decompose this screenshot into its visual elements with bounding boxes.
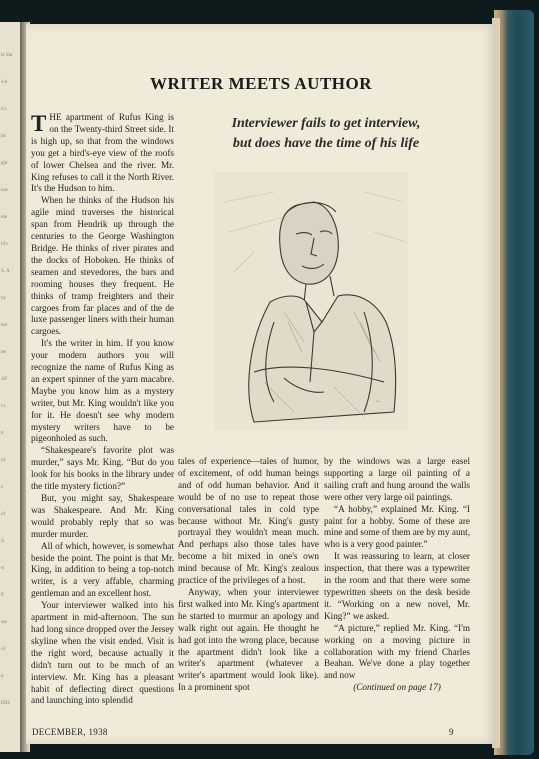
paragraph: “A hobby,” explained Mr. King. “I paint for a hobby. Some of these are mine and some of them are by my aunt, who is a very good painter.” bbox=[324, 503, 470, 550]
magazine-page bbox=[26, 24, 496, 744]
article-subhead bbox=[210, 114, 442, 154]
left-page-fragment: ne bbox=[1, 350, 6, 355]
left-page-fragment: le Sta bbox=[1, 53, 13, 58]
left-page-fragment: ous bbox=[1, 188, 8, 193]
left-page-fragment: is bbox=[1, 539, 5, 544]
drop-cap: T bbox=[31, 111, 47, 136]
paragraph: Anyway, when your interviewer first walked into Mr. King's apartment he started to murmur an apology and walk right out again. He thought he had got into the wrong place, because the apartment didn't look like a writer's apartment (whatever a writer's apartment would look like). In a prominent spot bbox=[178, 586, 319, 693]
left-page-fragment: it's bbox=[1, 107, 7, 112]
left-page-fragment: ost bbox=[1, 620, 7, 625]
left-page-fragment: id bbox=[1, 458, 5, 463]
left-page-fragment: S. A bbox=[1, 269, 10, 274]
left-page-fragment: wh bbox=[1, 80, 8, 85]
left-page-fragment: P bbox=[1, 593, 4, 598]
left-page-fragment: vi bbox=[1, 404, 5, 409]
paragraph: All of which, however, is somewhat beside the point. The point is that Mr. King, in addition to being a top-notch writer, is a very affable, charming gentleman and an excellent host. bbox=[31, 540, 174, 599]
left-page-fragment: n bbox=[1, 674, 4, 679]
paragraph: by the windows was a large easel supporting a large oil painting of a sailing craft and hung around the walls were other very large oil paintings. bbox=[324, 456, 470, 502]
subhead-line-2: but does have the time of his life bbox=[232, 136, 420, 151]
article-column-2 bbox=[178, 456, 319, 694]
author-portrait-sketch bbox=[214, 172, 408, 430]
left-page-fragment: ts bbox=[1, 566, 5, 571]
paragraph: “A picture,” replied Mr. King. “I'm working on a moving picture in collaboration with my friend Charles Beahan. We've done a play together and now bbox=[324, 622, 470, 681]
paragraph: Your interviewer walked into his apartment in mid-afternoon. The sun had long since dropped over the Jersey skyline when the visit ended. Visit is the right word, because actually it didn't turn out to be much of an interview. Mr. King has a pleasant habit of deflecting direct questions and launching into splendid bbox=[31, 600, 174, 706]
paragraph: But, you might say, Shakespeare was Shakespeare. And Mr. King would probably reply that so was murder murder. bbox=[31, 493, 174, 539]
continued-note: (Continued on page 17) bbox=[353, 682, 441, 693]
svg-text:~: ~ bbox=[376, 398, 380, 406]
issue-date: DECEMBER, 1938 bbox=[32, 727, 108, 737]
left-page-fragment: AF bbox=[1, 377, 8, 382]
paragraph: “Shakespeare's favorite plot was murder,” says Mr. King. “But do you look for his books in the library under the title mystery fiction?” bbox=[31, 445, 174, 492]
left-page-fragment: tr bbox=[1, 431, 5, 436]
column-3-paragraphs bbox=[324, 456, 470, 682]
portrait-drawing bbox=[214, 172, 408, 430]
left-page-fragment: ld's bbox=[1, 242, 8, 247]
article-column-1 bbox=[31, 112, 174, 707]
column-2-paragraphs bbox=[178, 456, 319, 694]
left-page-fragment: ny bbox=[1, 296, 6, 301]
subhead-line-1: Interviewer fails to get interview, bbox=[231, 116, 421, 131]
left-page-fragment: ght bbox=[1, 161, 8, 166]
book-spine bbox=[494, 10, 534, 755]
left-page-fragment: me bbox=[1, 215, 8, 220]
paragraph: When he thinks of the Hudson his agile mind traverses the historical span from Hendrik up through the centuries to the George Washington Bridge. He thinks of river pirates and the docks of Hoboken. He thinks of seamen and stevedores, the bars and rooming houses they frequent. He thinks of tramp freighters and their cargoes from far places and of the de luxe passenger liners with their human cargoes. bbox=[31, 195, 174, 337]
page-number: 9 bbox=[449, 727, 454, 737]
paragraph: tales of experience—tales of humor, of excitement, of odd human beings and of odd human behavior. And it would be of no use to repeat those conversational tales in cold type because without Mr. King's gusty portrayal they wouldn't mean much. And perhaps also those tales have become a bit mixed in one's own mind because of Mr. King's zealous practice of the privileges of a host. bbox=[178, 456, 319, 586]
left-page-fragment: of bbox=[1, 512, 6, 517]
paragraph: It's the writer in him. If you know your modern authors you will recognize the name of Rufus King as an expert spinner of the yarn macabre. Maybe you know him as a mystery writer, but Mr. King wouldn't like you for it. He doesn't see why modern mystery writers have to be pigeonholed as such. bbox=[31, 338, 174, 444]
left-page-fragment: e bbox=[1, 485, 4, 490]
left-page-fragment: ERS bbox=[1, 701, 11, 706]
article-headline: WRITER MEETS AUTHOR bbox=[149, 74, 373, 93]
left-page-fragment: hor bbox=[1, 323, 8, 328]
paragraph: HE apartment of Rufus King is on the Twenty-third Street side. It is high up, so that from the windows you get a bird's-eye view of the roofs of lower Chelsea and the river. Mr. King refuses to call it the North River. It's the Hudson to him. bbox=[31, 112, 174, 194]
left-page-fragment: of bbox=[1, 647, 6, 652]
paragraph: It was reassuring to learn, at closer inspection, that there was a typewriter in the room and that there were some typewritten sheets on the desk beside it. “Working on a new novel, Mr. King?” we asked. bbox=[324, 551, 470, 621]
article-column-3 bbox=[324, 456, 470, 694]
left-page-fragment: lts bbox=[1, 134, 6, 139]
column-1-paragraphs bbox=[31, 112, 174, 707]
